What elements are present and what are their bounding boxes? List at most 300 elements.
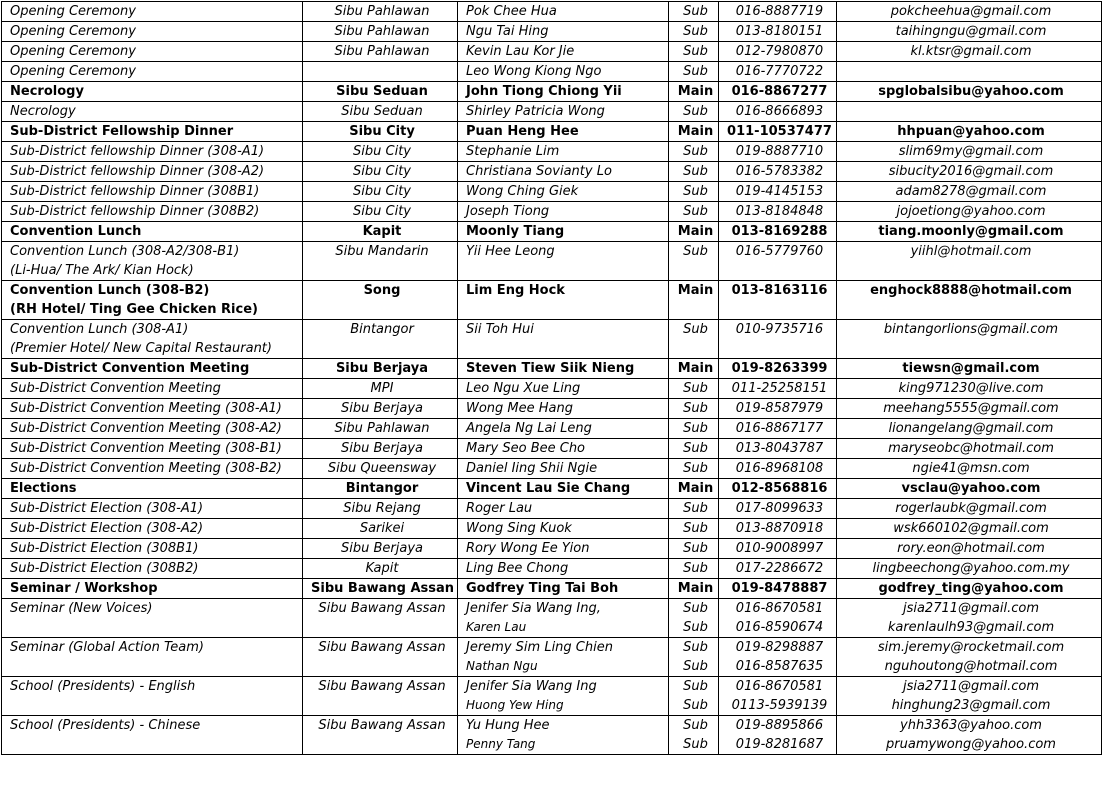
email-cell bbox=[837, 320, 1102, 359]
phone-cell-line: 017-2286672 bbox=[735, 561, 824, 576]
club-cell: Sibu Bawang Assan bbox=[303, 638, 458, 677]
event-cell bbox=[2, 579, 303, 599]
email-cell bbox=[837, 677, 1102, 716]
club-cell: Sibu Berjaya bbox=[303, 359, 458, 379]
phone-cell-line: 0113-5939139 bbox=[731, 698, 828, 713]
table-row bbox=[2, 62, 1102, 82]
table-row bbox=[2, 399, 1102, 419]
club-cell: Sibu City bbox=[303, 182, 458, 202]
table-row bbox=[2, 22, 1102, 42]
phone-cell-line: 019-8478887 bbox=[731, 581, 828, 596]
phone-cell bbox=[719, 182, 837, 202]
phone-cell-line: 016-8666893 bbox=[735, 104, 824, 119]
phone-cell bbox=[719, 62, 837, 82]
name-cell-line: Penny Tang bbox=[466, 737, 536, 751]
phone-cell-line: 010-9008997 bbox=[735, 541, 824, 556]
email-cell-line: jojoetiong@yahoo.com bbox=[896, 204, 1046, 219]
name-cell bbox=[458, 62, 669, 82]
role-cell bbox=[669, 638, 719, 677]
name-cell bbox=[458, 539, 669, 559]
phone-cell-line: 019-8587979 bbox=[735, 401, 824, 416]
email-cell-line: pokcheehua@gmail.com bbox=[890, 4, 1052, 19]
email-cell bbox=[837, 459, 1102, 479]
email-cell bbox=[837, 62, 1102, 82]
email-cell-line: ngie41@msn.com bbox=[912, 461, 1030, 476]
role-cell-line: Sub bbox=[683, 679, 708, 694]
phone-cell-line: 019-8887710 bbox=[735, 144, 824, 159]
phone-cell bbox=[719, 102, 837, 122]
phone-cell bbox=[719, 599, 837, 638]
phone-cell bbox=[719, 399, 837, 419]
phone-cell bbox=[719, 677, 837, 716]
role-cell bbox=[669, 122, 719, 142]
role-cell bbox=[669, 142, 719, 162]
name-cell bbox=[458, 479, 669, 499]
name-cell-line: Leo Ngu Xue Ling bbox=[466, 381, 581, 396]
event-cell-line: Necrology bbox=[10, 84, 84, 99]
phone-cell bbox=[719, 479, 837, 499]
role-cell-line: Sub bbox=[683, 640, 708, 655]
event-cell-line: Seminar (Global Action Team) bbox=[10, 640, 204, 655]
email-cell-line: slim69my@gmail.com bbox=[898, 144, 1044, 159]
event-cell bbox=[2, 359, 303, 379]
phone-cell bbox=[719, 419, 837, 439]
email-cell-line: maryseobc@hotmail.com bbox=[888, 441, 1054, 456]
phone-cell-line: 013-8043787 bbox=[735, 441, 824, 456]
role-cell bbox=[669, 677, 719, 716]
email-cell-line: lingbeechong@yahoo.com.my bbox=[872, 561, 1070, 576]
name-cell bbox=[458, 281, 669, 320]
phone-cell-line: 016-8867277 bbox=[731, 84, 828, 99]
name-cell bbox=[458, 242, 669, 281]
name-cell-line: Lim Eng Hock bbox=[466, 283, 565, 298]
role-cell-line: Sub bbox=[683, 104, 708, 119]
phone-cell-line: 019-8281687 bbox=[735, 737, 824, 752]
role-cell-line: Sub bbox=[683, 64, 708, 79]
phone-cell bbox=[719, 202, 837, 222]
event-cell-line: Sub-District fellowship Dinner (308B2) bbox=[10, 204, 260, 219]
event-cell bbox=[2, 42, 303, 62]
phone-cell bbox=[719, 42, 837, 62]
email-cell bbox=[837, 102, 1102, 122]
phone-cell bbox=[719, 281, 837, 320]
name-cell bbox=[458, 499, 669, 519]
role-cell bbox=[669, 519, 719, 539]
name-cell bbox=[458, 379, 669, 399]
table-row bbox=[2, 102, 1102, 122]
role-cell-line: Sub bbox=[683, 44, 708, 59]
phone-cell bbox=[719, 359, 837, 379]
role-cell-line: Sub bbox=[683, 620, 708, 635]
role-cell-line: Sub bbox=[683, 184, 708, 199]
email-cell-line: nguhoutong@hotmail.com bbox=[884, 659, 1058, 674]
event-cell-line: Elections bbox=[10, 481, 77, 496]
phone-cell bbox=[719, 222, 837, 242]
role-cell-line: Sub bbox=[683, 421, 708, 436]
name-cell bbox=[458, 638, 669, 677]
role-cell bbox=[669, 2, 719, 22]
email-cell bbox=[837, 439, 1102, 459]
name-cell bbox=[458, 579, 669, 599]
phone-cell-line: 016-8670581 bbox=[735, 601, 824, 616]
event-cell-line: Opening Ceremony bbox=[10, 64, 136, 79]
name-cell-line: Jenifer Sia Wang Ing, bbox=[466, 601, 601, 616]
event-cell-line: Sub-District Convention Meeting (308-B1) bbox=[10, 441, 282, 456]
phone-cell-line: 016-8670581 bbox=[735, 679, 824, 694]
event-cell-line: Sub-District Convention Meeting (308-A1) bbox=[10, 401, 282, 416]
event-cell-line: Sub-District Convention Meeting (308-A2) bbox=[10, 421, 282, 436]
email-cell bbox=[837, 579, 1102, 599]
club-cell: Sibu City bbox=[303, 142, 458, 162]
name-cell bbox=[458, 102, 669, 122]
table-row bbox=[2, 162, 1102, 182]
table-row bbox=[2, 539, 1102, 559]
name-cell-line: Jenifer Sia Wang Ing bbox=[466, 679, 597, 694]
club-cell: Sibu City bbox=[303, 122, 458, 142]
role-cell-line: Sub bbox=[683, 718, 708, 733]
email-cell-line: sibucity2016@gmail.com bbox=[888, 164, 1054, 179]
role-cell bbox=[669, 62, 719, 82]
email-cell bbox=[837, 182, 1102, 202]
table-row bbox=[2, 519, 1102, 539]
name-cell bbox=[458, 2, 669, 22]
role-cell bbox=[669, 162, 719, 182]
role-cell-line: Sub bbox=[683, 401, 708, 416]
club-cell: Sibu Bawang Assan bbox=[303, 579, 458, 599]
email-cell bbox=[837, 242, 1102, 281]
role-cell-line: Main bbox=[677, 124, 714, 139]
name-cell bbox=[458, 182, 669, 202]
committee-table-body bbox=[2, 2, 1102, 755]
role-cell bbox=[669, 182, 719, 202]
name-cell bbox=[458, 320, 669, 359]
role-cell bbox=[669, 599, 719, 638]
club-cell: Sibu Rejang bbox=[303, 499, 458, 519]
table-row bbox=[2, 281, 1102, 320]
event-cell bbox=[2, 320, 303, 359]
table-row bbox=[2, 242, 1102, 281]
name-cell bbox=[458, 359, 669, 379]
table-row bbox=[2, 320, 1102, 359]
event-cell-line: (RH Hotel/ Ting Gee Chicken Rice) bbox=[10, 302, 258, 317]
event-cell bbox=[2, 399, 303, 419]
event-cell-line: Seminar (New Voices) bbox=[10, 601, 153, 616]
table-row bbox=[2, 2, 1102, 22]
name-cell-line: Wong Sing Kuok bbox=[466, 521, 572, 536]
name-cell-line: Kevin Lau Kor Jie bbox=[466, 44, 575, 59]
email-cell bbox=[837, 142, 1102, 162]
club-cell: Sibu Berjaya bbox=[303, 439, 458, 459]
club-cell: Sibu Bawang Assan bbox=[303, 677, 458, 716]
name-cell bbox=[458, 519, 669, 539]
email-cell-line: wsk660102@gmail.com bbox=[893, 521, 1049, 536]
name-cell-line: Ngu Tai Hing bbox=[466, 24, 549, 39]
club-cell: Sibu City bbox=[303, 202, 458, 222]
email-cell-line: yhh3363@yahoo.com bbox=[900, 718, 1042, 733]
phone-cell-line: 011-25258151 bbox=[731, 381, 828, 396]
email-cell-line: tiang.moonly@gmail.com bbox=[878, 224, 1064, 239]
club-cell: Sibu Seduan bbox=[303, 82, 458, 102]
event-cell bbox=[2, 638, 303, 677]
club-cell: Sibu Pahlawan bbox=[303, 22, 458, 42]
role-cell bbox=[669, 419, 719, 439]
email-cell bbox=[837, 559, 1102, 579]
club-cell: Sibu City bbox=[303, 162, 458, 182]
role-cell-line: Sub bbox=[683, 144, 708, 159]
phone-cell-line: 016-8590674 bbox=[735, 620, 824, 635]
role-cell-line: Sub bbox=[683, 737, 708, 752]
phone-cell bbox=[719, 122, 837, 142]
club-cell: Sibu Bawang Assan bbox=[303, 716, 458, 755]
event-cell bbox=[2, 539, 303, 559]
name-cell-line: Godfrey Ting Tai Boh bbox=[466, 581, 619, 596]
event-cell-line: Convention Lunch (308-A2/308-B1) bbox=[10, 244, 240, 259]
event-cell-line: Opening Ceremony bbox=[10, 44, 136, 59]
event-cell-line: Sub-District Fellowship Dinner bbox=[10, 124, 234, 139]
table-row bbox=[2, 42, 1102, 62]
role-cell bbox=[669, 579, 719, 599]
committee-table bbox=[1, 1, 1102, 755]
club-cell: MPI bbox=[303, 379, 458, 399]
club-cell: Sibu Berjaya bbox=[303, 399, 458, 419]
name-cell-line: Karen Lau bbox=[466, 620, 527, 634]
event-cell bbox=[2, 102, 303, 122]
phone-cell bbox=[719, 499, 837, 519]
role-cell bbox=[669, 479, 719, 499]
role-cell-line: Sub bbox=[683, 461, 708, 476]
event-cell-line: Sub-District Election (308B2) bbox=[10, 561, 199, 576]
club-cell: Sibu Queensway bbox=[303, 459, 458, 479]
name-cell-line: Mary Seo Bee Cho bbox=[466, 441, 586, 456]
event-cell bbox=[2, 677, 303, 716]
table-row bbox=[2, 479, 1102, 499]
phone-cell-line: 019-4145153 bbox=[735, 184, 824, 199]
table-row bbox=[2, 222, 1102, 242]
role-cell-line: Sub bbox=[683, 601, 708, 616]
club-cell: Sibu Mandarin bbox=[303, 242, 458, 281]
phone-cell bbox=[719, 539, 837, 559]
event-cell bbox=[2, 162, 303, 182]
email-cell-line: rory.eon@hotmail.com bbox=[897, 541, 1045, 556]
club-cell: Sibu Pahlawan bbox=[303, 42, 458, 62]
email-cell bbox=[837, 379, 1102, 399]
event-cell bbox=[2, 242, 303, 281]
event-cell bbox=[2, 559, 303, 579]
phone-cell-line: 019-8298887 bbox=[735, 640, 824, 655]
role-cell-line: Sub bbox=[683, 381, 708, 396]
phone-cell bbox=[719, 579, 837, 599]
event-cell-line: Opening Ceremony bbox=[10, 24, 136, 39]
phone-cell-line: 010-9735716 bbox=[735, 322, 824, 337]
phone-cell bbox=[719, 162, 837, 182]
role-cell bbox=[669, 539, 719, 559]
role-cell-line: Main bbox=[677, 581, 714, 596]
name-cell-line: Jeremy Sim Ling Chien bbox=[466, 640, 613, 655]
name-cell bbox=[458, 459, 669, 479]
table-row bbox=[2, 202, 1102, 222]
role-cell bbox=[669, 242, 719, 281]
email-cell-line: vsclau@yahoo.com bbox=[901, 481, 1041, 496]
table-row bbox=[2, 142, 1102, 162]
phone-cell bbox=[719, 242, 837, 281]
event-cell bbox=[2, 716, 303, 755]
email-cell-line: hinghung23@gmail.com bbox=[891, 698, 1051, 713]
event-cell bbox=[2, 419, 303, 439]
event-cell-line: School (Presidents) - Chinese bbox=[10, 718, 201, 733]
event-cell-line: Opening Ceremony bbox=[10, 4, 136, 19]
role-cell bbox=[669, 42, 719, 62]
role-cell bbox=[669, 716, 719, 755]
phone-cell-line: 012-8568816 bbox=[731, 481, 828, 496]
email-cell-line: spglobalsibu@yahoo.com bbox=[878, 84, 1064, 99]
email-cell-line: kl.ktsr@gmail.com bbox=[910, 44, 1032, 59]
club-cell: Sibu Pahlawan bbox=[303, 2, 458, 22]
event-cell-line: Convention Lunch bbox=[10, 224, 142, 239]
phone-cell-line: 016-8587635 bbox=[735, 659, 824, 674]
name-cell-line: Roger Lau bbox=[466, 501, 533, 516]
name-cell bbox=[458, 677, 669, 716]
role-cell-line: Main bbox=[677, 84, 714, 99]
email-cell bbox=[837, 22, 1102, 42]
event-cell-line: Sub-District Convention Meeting bbox=[10, 381, 221, 396]
email-cell bbox=[837, 399, 1102, 419]
role-cell-line: Sub bbox=[683, 244, 708, 259]
name-cell bbox=[458, 399, 669, 419]
name-cell bbox=[458, 22, 669, 42]
club-cell: Sibu Seduan bbox=[303, 102, 458, 122]
email-cell-line: bintangorlions@gmail.com bbox=[883, 322, 1059, 337]
role-cell bbox=[669, 359, 719, 379]
event-cell bbox=[2, 499, 303, 519]
event-cell-line: Sub-District Convention Meeting bbox=[10, 361, 250, 376]
name-cell bbox=[458, 202, 669, 222]
event-cell-line: Seminar / Workshop bbox=[10, 581, 158, 596]
phone-cell-line: 011-10537477 bbox=[727, 124, 832, 139]
event-cell bbox=[2, 2, 303, 22]
name-cell-line: Puan Heng Hee bbox=[466, 124, 579, 139]
phone-cell bbox=[719, 22, 837, 42]
table-row bbox=[2, 359, 1102, 379]
club-cell: Sibu Bawang Assan bbox=[303, 599, 458, 638]
email-cell bbox=[837, 162, 1102, 182]
club-cell: Song bbox=[303, 281, 458, 320]
event-cell bbox=[2, 281, 303, 320]
name-cell-line: Christiana Sovianty Lo bbox=[466, 164, 612, 179]
table-row bbox=[2, 599, 1102, 638]
role-cell-line: Sub bbox=[683, 698, 708, 713]
role-cell bbox=[669, 102, 719, 122]
role-cell bbox=[669, 222, 719, 242]
phone-cell-line: 013-8870918 bbox=[735, 521, 824, 536]
role-cell-line: Sub bbox=[683, 164, 708, 179]
phone-cell bbox=[719, 142, 837, 162]
phone-cell bbox=[719, 439, 837, 459]
phone-cell bbox=[719, 519, 837, 539]
email-cell-line: king971230@live.com bbox=[898, 381, 1044, 396]
table-row bbox=[2, 439, 1102, 459]
name-cell bbox=[458, 162, 669, 182]
email-cell-line: lionangelang@gmail.com bbox=[888, 421, 1054, 436]
club-cell: Kapit bbox=[303, 222, 458, 242]
phone-cell bbox=[719, 82, 837, 102]
email-cell bbox=[837, 419, 1102, 439]
table-row bbox=[2, 82, 1102, 102]
role-cell-line: Sub bbox=[683, 501, 708, 516]
email-cell bbox=[837, 499, 1102, 519]
email-cell bbox=[837, 281, 1102, 320]
role-cell-line: Main bbox=[677, 224, 714, 239]
email-cell bbox=[837, 359, 1102, 379]
event-cell-line: Sub-District Election (308-A1) bbox=[10, 501, 204, 516]
email-cell-line: jsia2711@gmail.com bbox=[902, 601, 1040, 616]
name-cell-line: Rory Wong Ee Yion bbox=[466, 541, 590, 556]
event-cell bbox=[2, 62, 303, 82]
email-cell-line: meehang5555@gmail.com bbox=[883, 401, 1059, 416]
table-row bbox=[2, 182, 1102, 202]
role-cell bbox=[669, 82, 719, 102]
name-cell-line: Ling Bee Chong bbox=[466, 561, 569, 576]
role-cell bbox=[669, 379, 719, 399]
role-cell-line: Sub bbox=[683, 441, 708, 456]
email-cell bbox=[837, 202, 1102, 222]
name-cell bbox=[458, 716, 669, 755]
event-cell-line: (Premier Hotel/ New Capital Restaurant) bbox=[10, 341, 272, 356]
name-cell bbox=[458, 439, 669, 459]
club-cell bbox=[303, 62, 458, 82]
role-cell bbox=[669, 22, 719, 42]
event-cell bbox=[2, 22, 303, 42]
role-cell bbox=[669, 499, 719, 519]
club-cell: Sibu Berjaya bbox=[303, 539, 458, 559]
email-cell bbox=[837, 716, 1102, 755]
event-cell bbox=[2, 82, 303, 102]
email-cell-line: godfrey_ting@yahoo.com bbox=[878, 581, 1064, 596]
name-cell-line: Vincent Lau Sie Chang bbox=[466, 481, 631, 496]
name-cell bbox=[458, 599, 669, 638]
name-cell-line: Wong Ching Giek bbox=[466, 184, 579, 199]
name-cell-line: John Tiong Chiong Yii bbox=[466, 84, 622, 99]
event-cell bbox=[2, 222, 303, 242]
role-cell-line: Sub bbox=[683, 24, 708, 39]
email-cell-line: pruamywong@yahoo.com bbox=[886, 737, 1056, 752]
email-cell bbox=[837, 82, 1102, 102]
event-cell-line: Necrology bbox=[10, 104, 76, 119]
name-cell bbox=[458, 142, 669, 162]
name-cell-line: Daniel Iing Shii Ngie bbox=[466, 461, 598, 476]
phone-cell-line: 016-8968108 bbox=[735, 461, 824, 476]
role-cell-line: Sub bbox=[683, 204, 708, 219]
phone-cell bbox=[719, 320, 837, 359]
phone-cell-line: 013-8184848 bbox=[735, 204, 824, 219]
event-cell bbox=[2, 599, 303, 638]
email-cell-line: taihingngu@gmail.com bbox=[895, 24, 1047, 39]
phone-cell bbox=[719, 638, 837, 677]
name-cell-line: Steven Tiew Siik Nieng bbox=[466, 361, 635, 376]
phone-cell bbox=[719, 379, 837, 399]
event-cell-line: Sub-District fellowship Dinner (308-A1) bbox=[10, 144, 265, 159]
event-cell bbox=[2, 142, 303, 162]
phone-cell-line: 016-5783382 bbox=[735, 164, 824, 179]
name-cell bbox=[458, 82, 669, 102]
email-cell bbox=[837, 2, 1102, 22]
event-cell-line: Convention Lunch (308-B2) bbox=[10, 283, 210, 298]
email-cell-line: sim.jeremy@rocketmail.com bbox=[877, 640, 1065, 655]
name-cell-line: Angela Ng Lai Leng bbox=[466, 421, 592, 436]
name-cell-line: Moonly Tiang bbox=[466, 224, 565, 239]
email-cell-line: hhpuan@yahoo.com bbox=[897, 124, 1045, 139]
role-cell bbox=[669, 281, 719, 320]
name-cell-line: Nathan Ngu bbox=[466, 659, 538, 673]
